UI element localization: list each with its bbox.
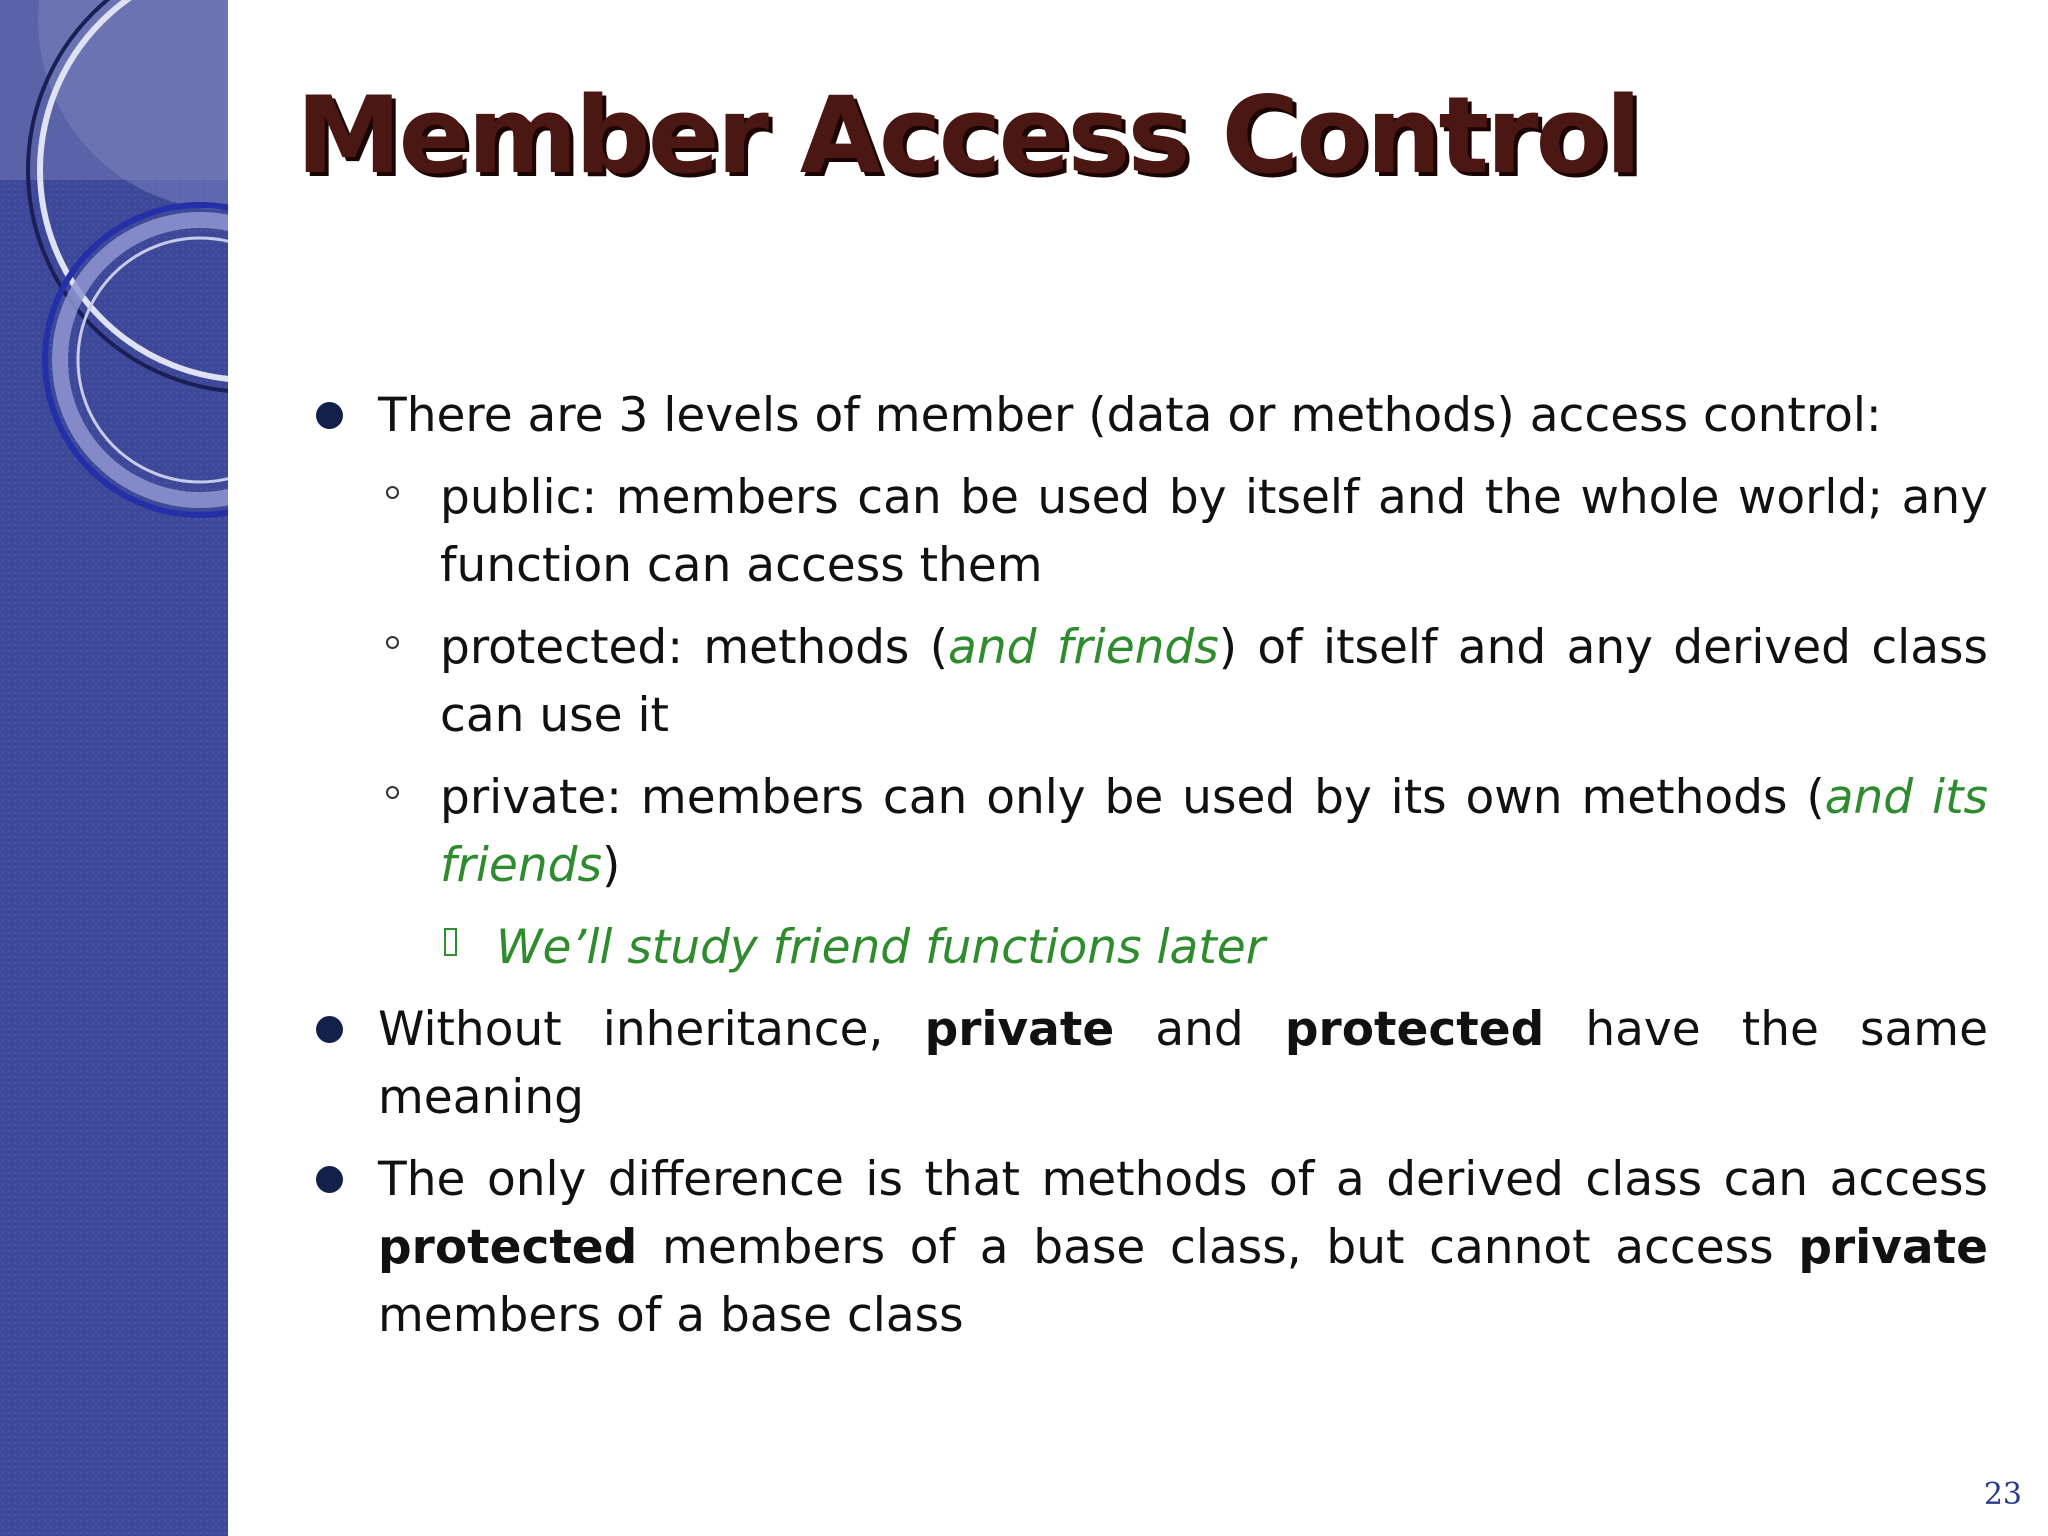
bullet-text: have the same meaning xyxy=(378,1002,1989,1125)
bullet-text: There are 3 levels of member (data or methods) access control: xyxy=(378,388,1882,443)
sub-sub-bullet-friend-note xyxy=(316,914,1988,982)
keyword-protected: protected xyxy=(1284,1002,1545,1057)
bullet-text: Without inheritance, xyxy=(378,1002,884,1057)
bullet-text: The only difference is that methods of a derived class can access xyxy=(378,1152,1988,1207)
sub-bullet-text: protected: methods ( xyxy=(440,620,949,675)
filled-circle-bullet-icon xyxy=(316,1166,343,1193)
hollow-circle-bullet-icon xyxy=(386,786,399,799)
bullet-access-levels xyxy=(316,382,1988,450)
page-number: 23 xyxy=(1983,1477,2022,1512)
filled-circle-bullet-icon xyxy=(316,1016,343,1043)
keyword-private: private xyxy=(1798,1220,1988,1275)
decorative-rings-graphic xyxy=(0,0,228,1536)
slide-content xyxy=(316,382,1988,1364)
sub-bullet-text: public: members can be used by itself and the whole world; any function can access them xyxy=(440,470,1988,593)
slide-title: Member Access Control xyxy=(296,74,1639,197)
and-friends-emphasis: and friends xyxy=(948,620,1219,675)
hollow-circle-bullet-icon xyxy=(386,636,399,649)
sub-bullet-text: ) xyxy=(601,838,621,893)
keyword-private: private xyxy=(924,1002,1115,1057)
sub-bullet-private xyxy=(316,764,1988,900)
and-its-friends-emphasis: and its friends xyxy=(440,770,1988,893)
sub-bullet-text: private: members can only be used by its own methods ( xyxy=(440,770,1825,825)
bullet-without-inheritance xyxy=(316,996,1988,1132)
bullet-text: and xyxy=(1155,1002,1244,1057)
bullet-text: members of a base class, but cannot access xyxy=(662,1220,1774,1275)
filled-circle-bullet-icon xyxy=(316,402,343,429)
bullet-only-difference xyxy=(316,1146,1988,1350)
friend-note-text: We’ll study friend functions later xyxy=(496,920,1266,975)
decorative-sidebar xyxy=(0,0,228,1536)
sub-bullet-text: ) of itself and any derived class can use it xyxy=(440,620,1988,743)
sub-bullet-public xyxy=(316,464,1988,600)
hollow-circle-bullet-icon xyxy=(386,486,399,499)
keyword-protected: protected xyxy=(378,1220,638,1275)
bullet-text: members of a base class xyxy=(378,1288,964,1343)
square-bullet-icon xyxy=(444,928,457,956)
sub-bullet-protected xyxy=(316,614,1988,750)
